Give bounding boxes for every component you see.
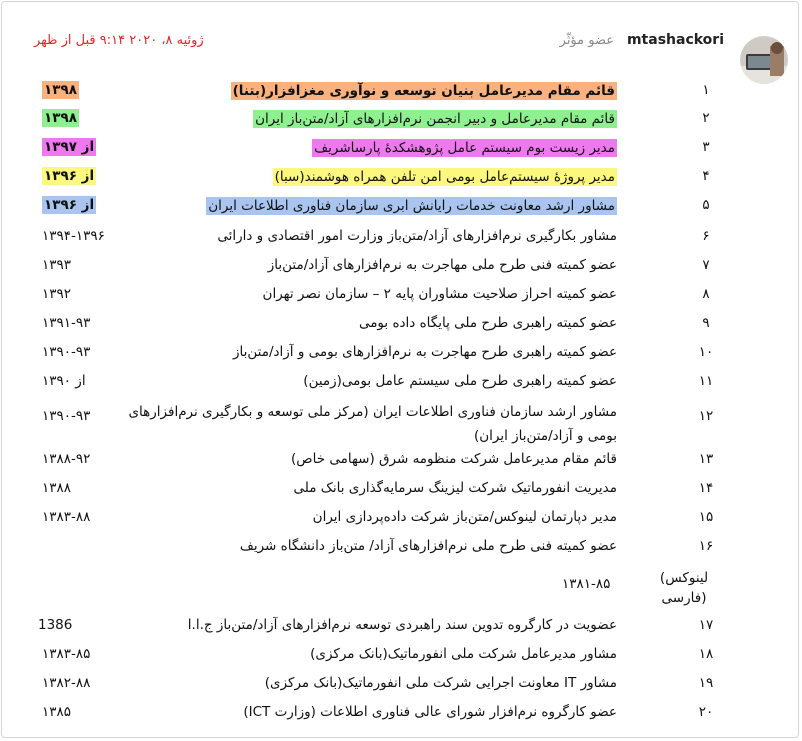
row-date: از ۱۳۹۷ <box>44 139 95 155</box>
row-number: ۱۱ <box>698 373 714 389</box>
row-title: مدیریت انفورماتیک شرکت لیزینگ سرمایه‌گذاری بانک ملی <box>293 480 617 496</box>
row-title: عضویت در کارگروه تدوین سند راهبردی توسعه نرم‌افزارهای آزاد/متن‌باز ج.ا.ا <box>187 617 617 633</box>
row-number: ۸ <box>702 286 710 302</box>
row-date: ۱۳۹۱-۹۳ <box>42 315 91 331</box>
row-number: ۷ <box>702 257 710 273</box>
row-number: ۱۷ <box>698 617 714 633</box>
row-number: ۱۴ <box>698 480 714 496</box>
row-title: عضو کمیته فنی طرح ملی مهاجرت به نرم‌افزارهای آزاد/متن‌باز <box>267 257 617 273</box>
post-timestamp[interactable]: ژوئیه ۸، ۲۰۲۰ ۹:۱۴ قبل از ظهر <box>34 33 204 48</box>
row-date: ۱۳۹۲ <box>42 286 72 302</box>
user-role-badge: عضو مؤثّر <box>559 33 614 48</box>
row-number: ۱۶ <box>698 538 714 554</box>
row-number: ۱۲ <box>698 408 714 424</box>
row-title: مشاور IT معاونت اجرایی شرکت ملی انفورماتیک(بانک مرکزی) <box>264 675 617 691</box>
row-title: عضو کمیته راهبری طرح مهاجرت به نرم‌افزارهای بومی و آزاد/متن‌باز <box>233 344 617 360</box>
row-date: ۱۳۹۰-۹۳ <box>42 344 91 360</box>
row-title: مشاور مدیرعامل شرکت ملی انفورماتیک(بانک مرکزی) <box>310 646 617 662</box>
row-date: از ۱۳۹۶ <box>44 197 95 213</box>
row-number: ۳ <box>702 139 710 155</box>
row-date: ۱۳۹۰-۹۳ <box>42 408 91 424</box>
row-date: ۱۳۸۸-۹۲ <box>42 451 91 467</box>
row-date: ۱۳۸۲-۸۸ <box>42 675 91 691</box>
row-number: ۱۰ <box>698 344 714 360</box>
row-date: ۱۳۸۸ <box>42 480 72 496</box>
row-title: مدیر زیست بوم سیستم عامل پژوهشکدهٔ پارساشریف <box>314 140 615 156</box>
row-title: قائم مقام مدیرعامل و دبیر انجمن نرم‌افزارهای آزاد/متن‌باز ایران <box>255 111 615 127</box>
row-number: ۹ <box>702 315 710 331</box>
row-date: ۱۳۸۳-۸۵ <box>42 646 91 662</box>
row-title: مشاور ارشد سازمان فناوری اطلاعات ایران (مرکز ملی توسعه و بکارگیری نرم‌افزارهای بومی و آزاد/متن‌باز ایران) <box>128 404 617 444</box>
row-date: ۱۳۹۸ <box>44 110 77 126</box>
row-title: قائم مقام مدیرعامل شرکت منظومه شرق (سهامی خاص) <box>291 451 617 467</box>
avatar-image-icon <box>740 36 788 84</box>
row-title: عضو کمیته فنی طرح ملی نرم‌افزارهای آزاد/ متن‌باز دانشگاه شریف <box>239 538 617 554</box>
row-number: ۱۵ <box>698 509 714 525</box>
username-link[interactable]: mtashackori <box>626 32 724 48</box>
row-number: ۱۸ <box>698 646 714 662</box>
post-card <box>1 1 799 738</box>
row-date: ۱۳۸۱-۸۵ <box>562 576 611 592</box>
row-number: ۲ <box>702 110 710 126</box>
row-number: ۱۳ <box>698 451 714 467</box>
post-header <box>2 2 802 82</box>
row-title: مدیر پروژهٔ سیستم‌عامل بومی امن تلفن همراه هوشمند(سبا) <box>274 169 615 185</box>
row-title: قائم مقام مدیرعامل بنیان توسعه و نوآوری مغزافزار(بتنا) <box>232 83 615 99</box>
avatar[interactable] <box>740 36 788 84</box>
row-number: ۵ <box>702 197 710 213</box>
row-number: ۱ <box>702 82 710 98</box>
row-number: ۶ <box>702 228 710 244</box>
row-date: ۱۳۹۸ <box>44 82 77 98</box>
row-date: ۱۳۸۳-۸۸ <box>42 509 91 525</box>
row-title: عضو کارگروه نرم‌افزار شورای عالی فناوری اطلاعات (وزارت ICT) <box>243 704 617 720</box>
row-number: ۴ <box>702 168 710 184</box>
row-number: (لینوکس فارسی) <box>659 570 709 606</box>
row-number: ۱۹ <box>698 675 714 691</box>
row-date: از ۱۳۹۰ <box>42 373 86 389</box>
row-title: عضو کمیته راهبری طرح ملی سیستم عامل بومی(زمین) <box>303 373 617 389</box>
row-title: مشاور بکارگیری نرم‌افزارهای آزاد/متن‌باز وزارت امور اقتصادی و دارائی <box>217 228 617 244</box>
row-title: مشاور ارشد معاونت خدمات رایانش ابری سازمان فناوری اطلاعات ایران <box>208 198 615 214</box>
row-date: ۱۳۹۳ <box>42 257 72 273</box>
row-title: عضو کمیته راهبری طرح ملی پایگاه داده بومی <box>358 315 617 331</box>
row-date: ۱۳۹۴-۱۳۹۶ <box>42 228 105 244</box>
row-date: ۱۳۸۵ <box>42 704 72 720</box>
row-title: مدیر دپارتمان لینوکس/متن‌باز شرکت داده‌پردازی ایران <box>312 509 617 525</box>
row-date: 1386 <box>38 617 73 633</box>
row-title: عضو کمیته احراز صلاحیت مشاوران پایه ۲ – سازمان نصر تهران <box>262 286 617 302</box>
row-date: از ۱۳۹۶ <box>44 168 95 184</box>
row-number: ۲۰ <box>698 704 714 720</box>
